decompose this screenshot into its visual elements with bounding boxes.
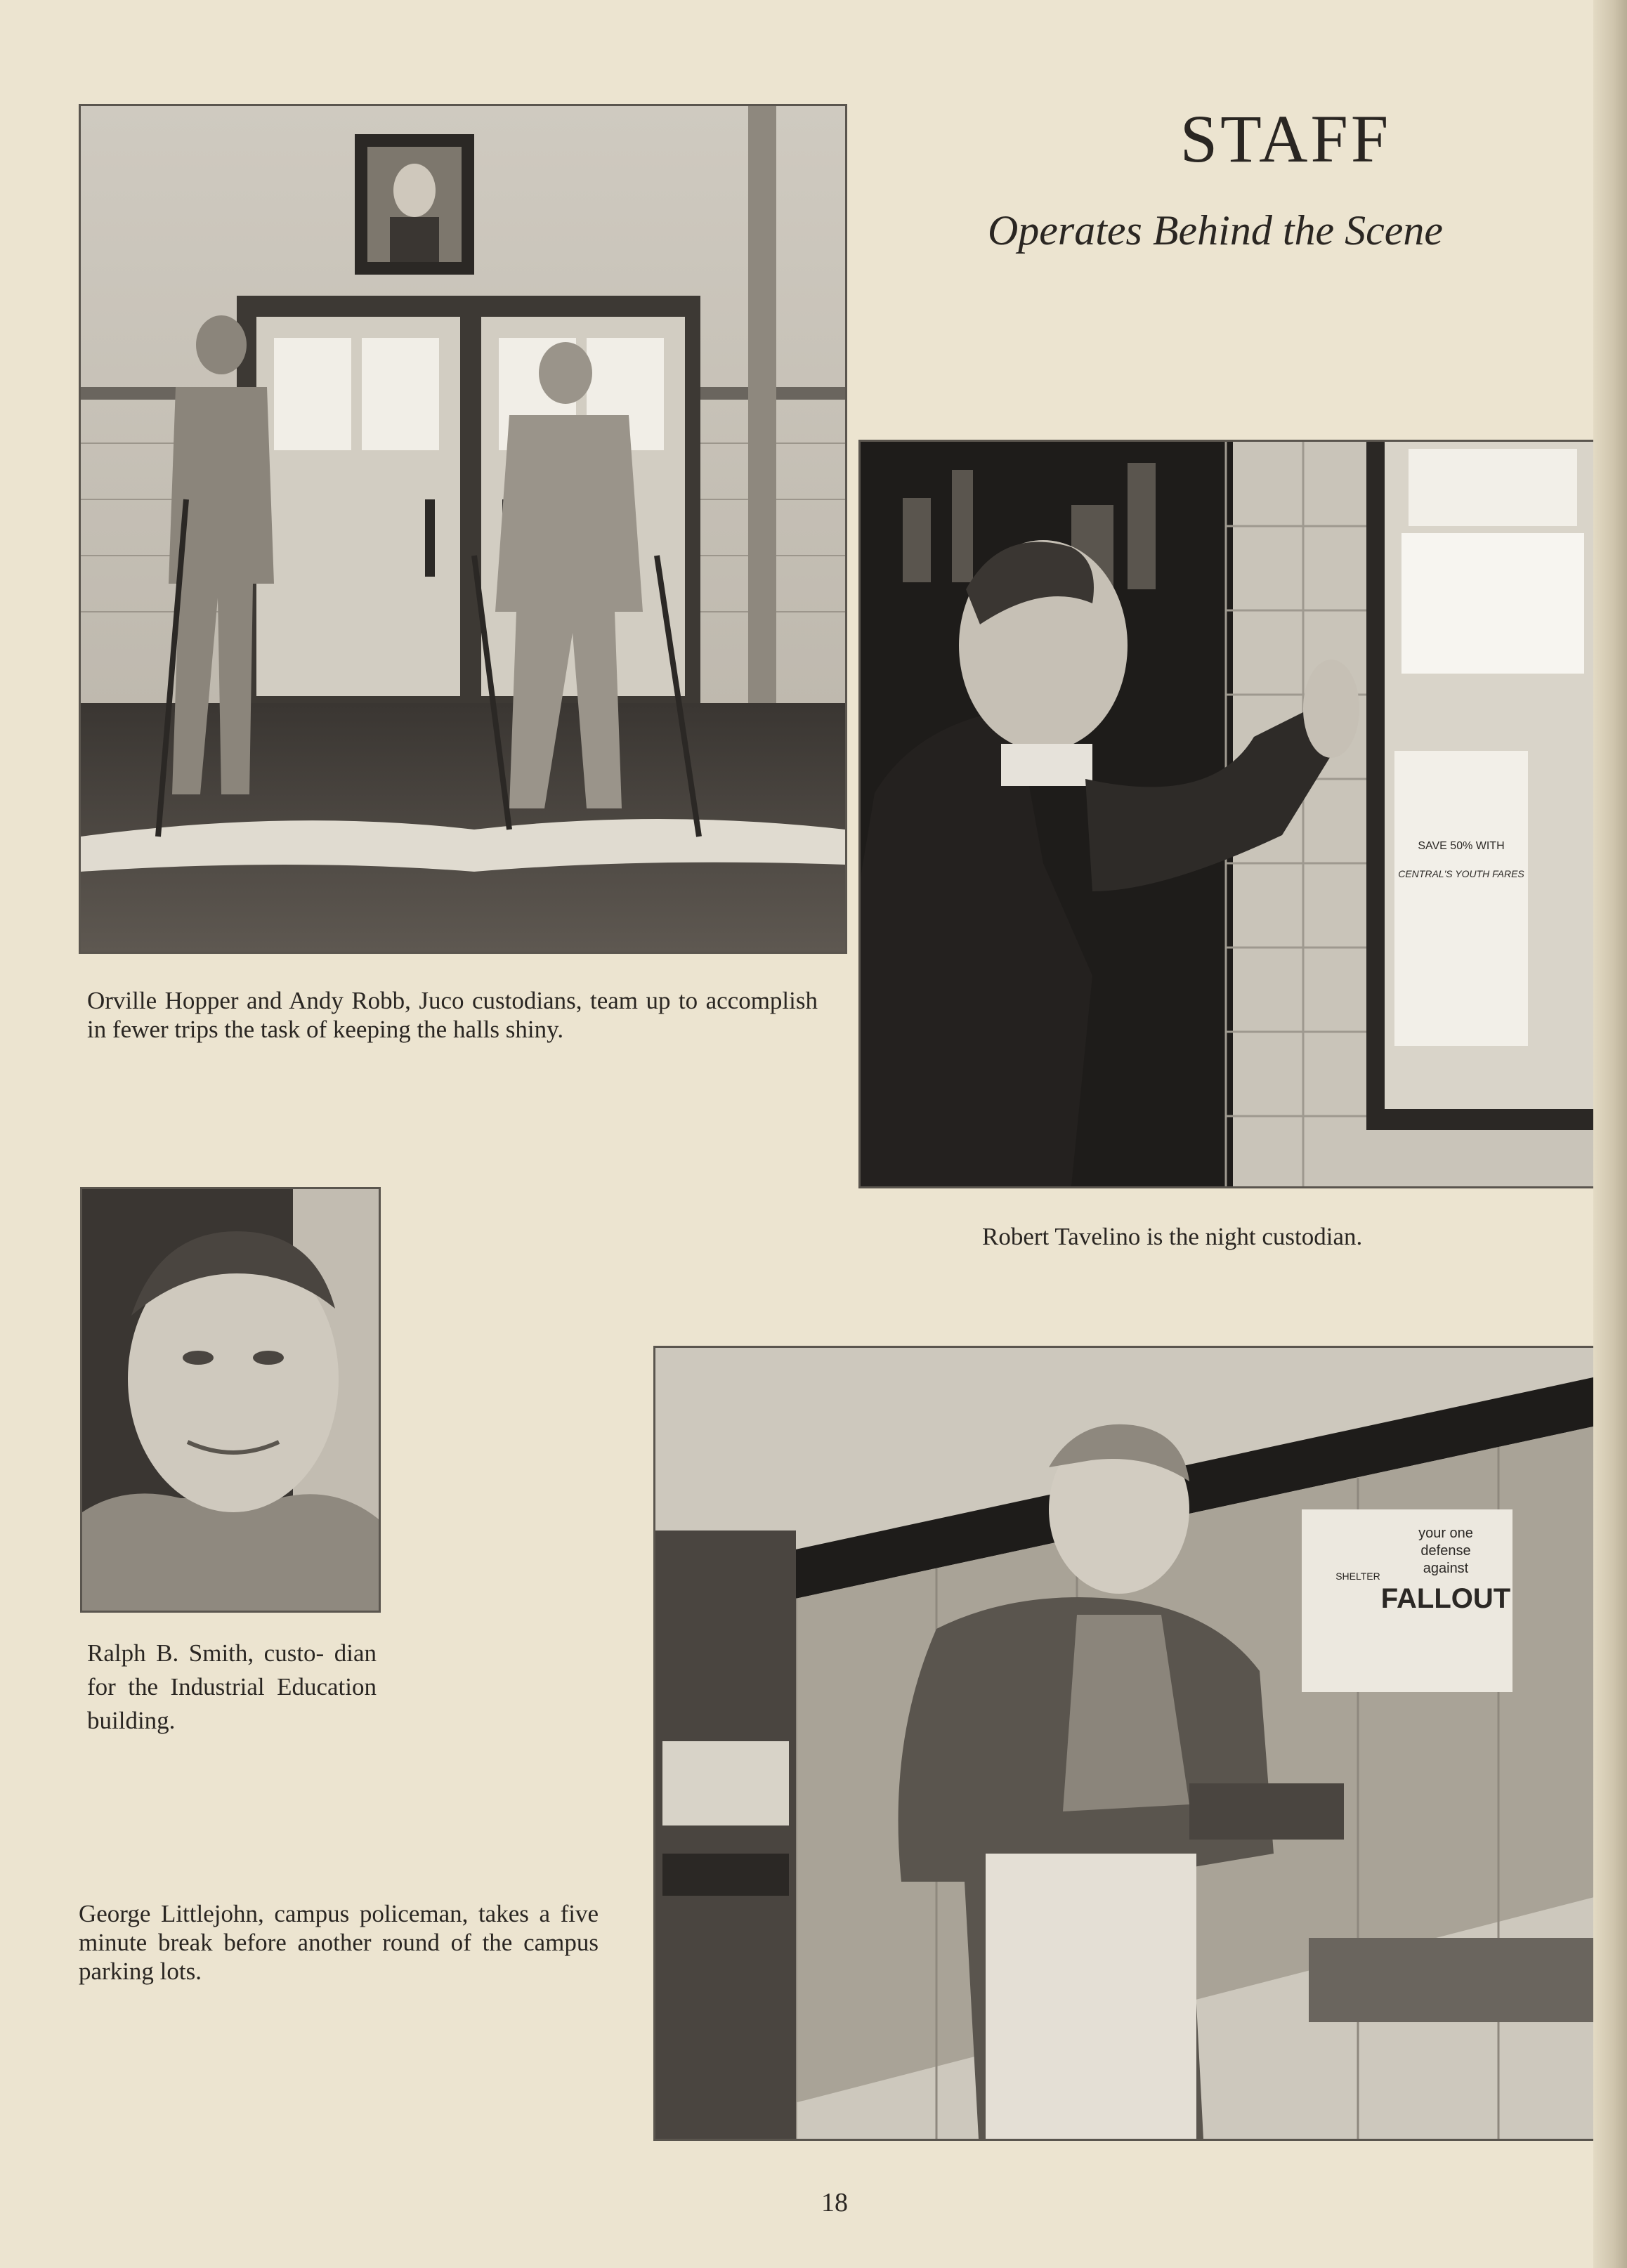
caption-ralph-smith: Ralph B. Smith, custo- dian for the Industrial Education building. xyxy=(87,1639,377,1734)
tavelino-photo-graphic xyxy=(861,442,1597,1186)
fallout-poster-line-1: your one xyxy=(1418,1526,1473,1541)
caption-campus-policeman: George Littlejohn, campus policeman, takes a five minute break before another round of the campus parking lots. xyxy=(79,1900,599,1985)
page-number: 18 xyxy=(821,2188,848,2217)
poster-line-1: SAVE 50% WITH xyxy=(1418,840,1505,852)
fallout-poster-line-3: against xyxy=(1423,1561,1469,1576)
fallout-poster-tag: SHELTER xyxy=(1335,1571,1380,1582)
caption-custodians: Orville Hopper and Andy Robb, Juco custodians, team up to accomplish in fewer trips the task of keeping the halls shiny. xyxy=(87,987,818,1043)
page-subtitle: Operates Behind the Scene xyxy=(987,207,1444,254)
photo-night-custodian xyxy=(858,440,1599,1188)
poster-line-2: CENTRAL'S YOUTH FARES xyxy=(1398,868,1524,879)
fallout-poster-line-2: defense xyxy=(1420,1543,1471,1559)
page-title: STAFF xyxy=(1180,101,1392,176)
custodians-photo-graphic xyxy=(81,106,845,952)
smith-photo-graphic xyxy=(82,1189,379,1611)
littlejohn-photo-graphic xyxy=(655,1348,1600,2139)
photo-campus-policeman xyxy=(653,1346,1602,2141)
fallout-poster-headline: FALLOUT xyxy=(1380,1583,1511,1614)
page-binding-edge xyxy=(1593,0,1627,2268)
photo-ralph-smith-portrait xyxy=(80,1187,381,1613)
photo-custodians-mopping xyxy=(79,104,847,954)
caption-night-custodian: Robert Tavelino is the night custodian. xyxy=(982,1223,1363,1250)
